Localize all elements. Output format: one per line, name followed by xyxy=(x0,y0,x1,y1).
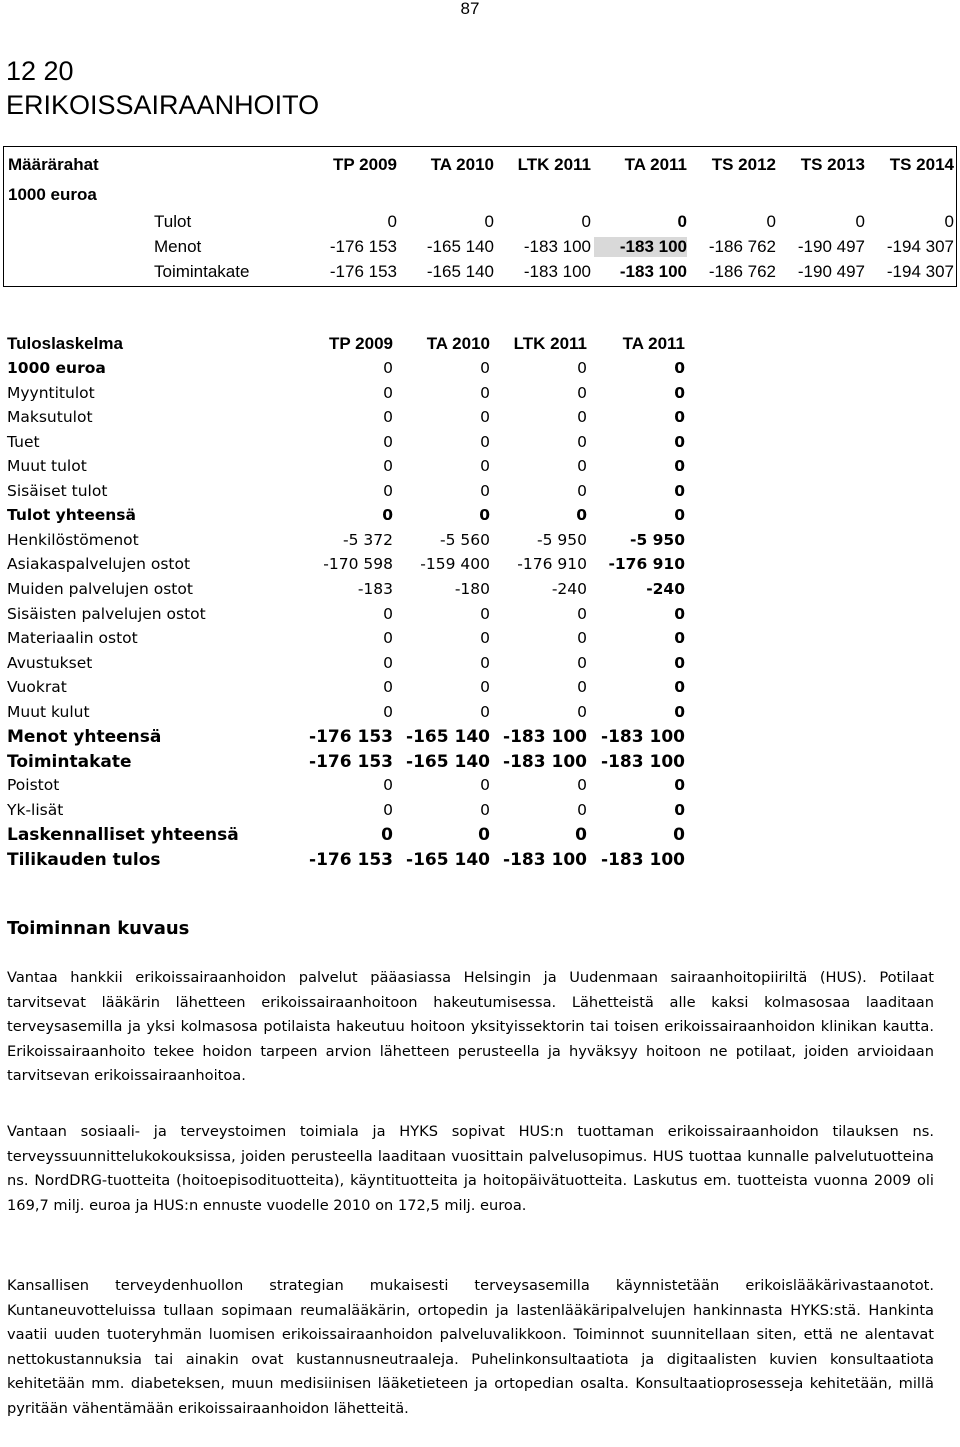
results-cell: 0 xyxy=(577,383,587,402)
results-row-label: Sisäiset tulot xyxy=(7,481,108,500)
results-cell: 0 xyxy=(383,481,393,500)
results-row xyxy=(0,678,700,702)
results-cell: 0 xyxy=(383,432,393,451)
results-cell: -170 598 xyxy=(323,555,393,574)
results-cell: 0 xyxy=(480,678,490,697)
results-cell: -176 153 xyxy=(309,850,393,870)
results-row xyxy=(0,555,700,579)
budget-cell: -190 497 xyxy=(797,237,865,256)
budget-header-row xyxy=(4,155,956,179)
results-row-label: Toimintakate xyxy=(7,751,132,772)
results-cell: 0 xyxy=(577,408,587,427)
results-cell: -183 100 xyxy=(601,751,685,772)
results-col-header: TA 2010 xyxy=(426,334,490,353)
results-row-label: Yk-lisät xyxy=(7,800,64,819)
results-row-label: Tilikauden tulos xyxy=(7,850,161,870)
section-heading: Toiminnan kuvaus xyxy=(7,918,190,939)
results-cell: -165 140 xyxy=(406,727,490,748)
results-row-label: Materiaalin ostot xyxy=(7,629,138,648)
budget-col-header: TA 2011 xyxy=(624,155,687,174)
results-cell: 0 xyxy=(382,506,393,525)
results-row-label: Tulot yhteensä xyxy=(7,506,136,525)
results-cell: 0 xyxy=(480,653,490,672)
results-cell: 0 xyxy=(674,800,685,819)
results-cell: -183 100 xyxy=(601,727,685,748)
results-cell: 0 xyxy=(577,457,587,476)
results-cell: 0 xyxy=(383,383,393,402)
budget-unit: 1000 euroa xyxy=(8,185,97,204)
results-row xyxy=(0,531,700,555)
budget-col-header: TA 2010 xyxy=(430,155,494,174)
results-cell: -183 100 xyxy=(503,727,587,748)
results-cell: -183 100 xyxy=(503,751,587,772)
results-cell: 0 xyxy=(577,678,587,697)
results-col-header: LTK 2011 xyxy=(513,334,587,353)
results-row xyxy=(0,433,700,457)
results-cell: -176 910 xyxy=(608,555,685,574)
results-row-label: Muiden palvelujen ostot xyxy=(7,579,193,598)
budget-row-label: Toimintakate xyxy=(154,262,250,281)
results-cell: 0 xyxy=(674,432,685,451)
results-cell: 0 xyxy=(383,678,393,697)
budget-col-header: TS 2014 xyxy=(889,155,954,174)
results-row xyxy=(0,408,700,432)
results-cell: 0 xyxy=(480,604,490,623)
results-row xyxy=(0,384,700,408)
budget-cell: -183 100 xyxy=(523,262,591,281)
results-cell: 0 xyxy=(383,800,393,819)
budget-cell: -186 762 xyxy=(708,262,776,281)
budget-row-label: Tulot xyxy=(154,212,192,231)
budget-row xyxy=(4,262,956,286)
results-cell: 0 xyxy=(577,653,587,672)
results-row xyxy=(0,727,700,751)
results-cell: 0 xyxy=(383,629,393,648)
results-cell: 0 xyxy=(577,629,587,648)
budget-col-header: LTK 2011 xyxy=(517,155,591,174)
results-cell: 0 xyxy=(674,702,685,721)
results-row-label: Henkilöstömenot xyxy=(7,530,139,549)
budget-cell-highlighted: -183 100 xyxy=(594,237,687,257)
budget-cell: 0 xyxy=(581,212,591,231)
results-cell: 0 xyxy=(577,432,587,451)
results-cell: 0 xyxy=(577,800,587,819)
results-row xyxy=(0,605,700,629)
results-row-label: Poistot xyxy=(7,776,60,795)
budget-cell: 0 xyxy=(677,212,687,231)
chapter-number: 12 20 xyxy=(6,56,74,86)
results-cell: 0 xyxy=(577,481,587,500)
results-cell: 0 xyxy=(383,457,393,476)
results-cell: 0 xyxy=(479,506,490,525)
results-cell: 0 xyxy=(674,776,685,795)
budget-cell: -165 140 xyxy=(426,237,494,256)
chapter-title: ERIKOISSAIRAANHOITO xyxy=(6,90,320,120)
results-row xyxy=(0,801,700,825)
results-cell: 0 xyxy=(674,678,685,697)
results-cell: 0 xyxy=(577,776,587,795)
results-row xyxy=(0,506,700,530)
results-row-label: Avustukset xyxy=(7,653,93,672)
results-row xyxy=(0,850,700,874)
results-row xyxy=(0,752,700,776)
results-row-label: Tuet xyxy=(7,432,40,451)
results-cell: 0 xyxy=(576,506,587,525)
results-row-label: Asiakaspalvelujen ostot xyxy=(7,555,191,574)
results-cell: -159 400 xyxy=(420,555,490,574)
results-cell: -240 xyxy=(646,579,685,598)
results-row xyxy=(0,629,700,653)
results-cell: 0 xyxy=(674,481,685,500)
results-cell: -165 140 xyxy=(406,850,490,870)
results-cell: -176 153 xyxy=(309,751,393,772)
results-row xyxy=(0,482,700,506)
budget-cell: 0 xyxy=(387,212,397,231)
budget-cell: -165 140 xyxy=(426,262,494,281)
results-row-label: Myyntitulot xyxy=(7,383,95,402)
results-cell: 0 xyxy=(480,800,490,819)
results-row xyxy=(0,654,700,678)
results-cell: -5 560 xyxy=(440,530,490,549)
budget-cell: -183 100 xyxy=(619,262,687,281)
budget-row xyxy=(4,212,956,236)
results-col-header: TP 2009 xyxy=(329,334,393,353)
results-cell: 0 xyxy=(480,481,490,500)
budget-cell: -176 153 xyxy=(329,262,397,281)
results-row xyxy=(0,825,700,849)
results-cell: 0 xyxy=(674,629,685,648)
budget-col-header: TS 2013 xyxy=(800,155,865,174)
results-cell: -165 140 xyxy=(406,751,490,772)
results-cell: 0 xyxy=(383,702,393,721)
results-cell: 0 xyxy=(383,408,393,427)
budget-col-header: TP 2009 xyxy=(333,155,397,174)
budget-cell: -190 497 xyxy=(797,262,865,281)
results-cell: -176 153 xyxy=(309,727,393,748)
results-cell: -5 950 xyxy=(537,530,587,549)
results-title: Tuloslaskelma xyxy=(7,334,123,353)
results-col-header: TA 2011 xyxy=(622,334,685,353)
budget-cell: -176 153 xyxy=(329,237,397,256)
results-row xyxy=(0,580,700,604)
results-cell: 0 xyxy=(674,383,685,402)
budget-cell: 0 xyxy=(766,212,776,231)
description-paragraph: Vantaan sosiaali- ja terveystoimen toimiala ja HYKS sopivat HUS:n tuottaman erikoissairaanhoidon tilauksen ns. terveyssuunnittelukokouksissa, joiden perusteella laaditaan vuosittain palvelusopimus. HUS tuottaa kunnalle palvelutuotteina ns. NordDRG-tuotteita (hoitoepisodituotteita), käyntituotteita ja hoitopäivätuotteita. Laskutus em. tuotteista vuonna 2009 oli 169,7 milj. euroa ja HUS:n ennuste vuodelle 2010 on 172,5 milj. euroa. xyxy=(7,1123,934,1214)
results-cell: 0 xyxy=(383,653,393,672)
results-cell: 0 xyxy=(383,776,393,795)
results-cell: 0 xyxy=(577,702,587,721)
budget-unit-row xyxy=(4,185,956,209)
budget-cell: 0 xyxy=(484,212,494,231)
results-cell: 0 xyxy=(383,359,393,377)
budget-cell: -194 307 xyxy=(886,237,954,256)
results-cell: 0 xyxy=(383,604,393,623)
results-cell: 0 xyxy=(674,506,685,525)
budget-cell: -194 307 xyxy=(886,262,954,281)
description-paragraph: Kansallisen terveydenhuollon strategian mukaisesti terveysasemilla käynnistetään erikoislääkärivastaanotot. Kuntaneuvotteluissa tullaan sopimaan reumalääkärin, ortopedin ja lastenlääkäripalvelujen hankinnasta HYKS:stä. Hankinta vaatii uuden tuoteryhmän luomisen erikoissairaanhoidon palveluvalikkoon. Toiminnot suunnitellaan siten, että ne alentavat nettokustannuksia tai ainakin ovat kustannusneutraaleja. Puhelinkonsultaatiota ja digitaalisten kuvien konsultaatiota kehitetään mm. diabeteksen, muun medisiinisen lääketieteen ja ortopedian osalta. Konsultaatioprosesseja kehitetään, millä pyritään vähentämään erikoissairaanhoidon lähetteitä. xyxy=(7,1277,934,1417)
results-row-label: 1000 euroa xyxy=(7,359,106,377)
description-paragraph: Vantaa hankkii erikoissairaanhoidon palvelut pääasiassa Helsingin ja Uudenmaan sairaanhoitopiiriltä (HUS). Potilaat tarvitsevat lääkärin lähetteen erikoissairaanhoitoon hakeutumisessa. Lähetteistä alle kaksi kolmasosaa laaditaan terveysasemilla ja yksi kolmasosa potilaista hakeutuu hoitoon yksityissektorin tai toisen erikoissairaanhoidon klinikan kautta. Erikoissairaanhoito tekee hoidon tarpeen arvion lähetteen perusteella ja hyväksyy hoitoon ne potilaat, joiden arvioidaan tarvitsevan erikoissairaanhoitoa. xyxy=(7,969,934,1085)
results-cell: 0 xyxy=(480,457,490,476)
results-row xyxy=(0,359,700,383)
results-cell: 0 xyxy=(480,408,490,427)
results-row-label: Muut tulot xyxy=(7,457,87,476)
budget-col-header: TS 2012 xyxy=(711,155,776,174)
results-cell: 0 xyxy=(674,457,685,476)
results-cell: -5 950 xyxy=(630,530,685,549)
results-row xyxy=(0,457,700,481)
results-cell: -183 xyxy=(357,579,393,598)
budget-row-label: Menot xyxy=(154,237,202,256)
results-row xyxy=(0,776,700,800)
results-cell: 0 xyxy=(674,653,685,672)
results-cell: -240 xyxy=(551,579,587,598)
results-cell: 0 xyxy=(480,359,490,377)
results-cell: 0 xyxy=(478,825,490,846)
results-cell: -183 100 xyxy=(503,850,587,870)
results-cell: -5 372 xyxy=(343,530,393,549)
results-row-label: Maksutulot xyxy=(7,408,93,427)
budget-cell: -183 100 xyxy=(523,237,591,256)
results-cell: 0 xyxy=(480,702,490,721)
page-number: 87 xyxy=(460,0,480,18)
results-row-label: Muut kulut xyxy=(7,702,90,721)
results-cell: 0 xyxy=(577,604,587,623)
budget-table xyxy=(3,146,957,287)
results-cell: 0 xyxy=(674,408,685,427)
results-row xyxy=(0,703,700,727)
results-cell: 0 xyxy=(673,825,685,846)
results-cell: -183 100 xyxy=(601,850,685,870)
budget-cell: 0 xyxy=(855,212,865,231)
results-cell: 0 xyxy=(480,383,490,402)
results-cell: 0 xyxy=(674,604,685,623)
results-cell: 0 xyxy=(381,825,393,846)
results-cell: 0 xyxy=(577,359,587,377)
results-row-label: Sisäisten palvelujen ostot xyxy=(7,604,206,623)
results-cell: 0 xyxy=(480,432,490,451)
results-cell: 0 xyxy=(480,629,490,648)
budget-cell: 0 xyxy=(944,212,954,231)
results-cell: 0 xyxy=(480,776,490,795)
results-cell: -180 xyxy=(454,579,490,598)
results-cell: 0 xyxy=(674,359,685,377)
budget-cell: -186 762 xyxy=(708,237,776,256)
results-row-label: Laskennalliset yhteensä xyxy=(7,825,239,846)
results-cell: 0 xyxy=(575,825,587,846)
budget-row xyxy=(4,237,956,261)
budget-title: Määrärahat xyxy=(8,155,99,174)
results-row-label: Menot yhteensä xyxy=(7,727,162,748)
results-cell: -176 910 xyxy=(517,555,587,574)
results-row-label: Vuokrat xyxy=(7,678,67,697)
results-header-row xyxy=(0,334,700,358)
